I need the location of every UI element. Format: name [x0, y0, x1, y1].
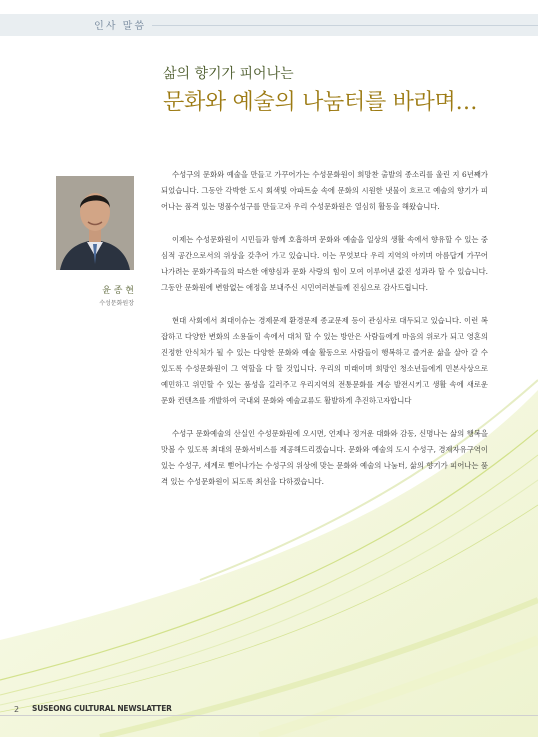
body-paragraph: 수성구의 문화와 예술을 만들고 가꾸어가는 수성문화원이 희망찬 출발의 종소리를 울린 지 6년째가 되었습니다. 그동안 각박한 도시 회색빛 아파트숲 속에 문화의 시원한 냇물이 흐르고 예술의 향기가 피어나는 품격 있는 명품수성구를 만들고자 우리 수성문화원은 열심히 활동을 해왔습니다. — [161, 170, 488, 211]
body-paragraph: 수성구 문화예술의 산실인 수성문화원에 오시면, 언제나 정겨운 대화와 감동, 신명나는 삶의 행복을 맛볼 수 있도록 최대의 문화서비스를 제공해드리겠습니다. 문화와 예술의 도시 수성구, 경제자유구역이 있는 수성구, 세계로 뻗어나가는 수성구의 위상에 맞는 문화와 예술의 나눔터, 삶의 향기가 피어나는 품격 있는 수성문화원이 되도록 최선을 다하겠습니다. — [161, 429, 488, 486]
footer-divider — [0, 715, 538, 716]
header-divider — [152, 25, 538, 26]
body-paragraph: 이제는 수성문화원이 시민들과 함께 호흡하며 문화와 예술을 일상의 생활 속에서 향유할 수 있는 중심적 공간으로서의 위상을 갖추어 가고 있습니다. 이는 무엇보다 우리 지역의 아끼며 아름답게 가꾸어 나가려는 문화가족들의 따스한 애향심과 문화 사랑의 힘이 모여 이루어낸 값진 성과라 할 수 있습니다. 그동안 문화원에 변함없는 애정을 보내주신 시민여러분들께 진심으로 감사드립니다. — [161, 235, 488, 292]
publication-title: SUSEONG CULTURAL NEWSLATTER — [32, 704, 172, 713]
body-paragraph: 현대 사회에서 최대이슈는 경제문제 환경문제 종교문제 등이 관심사로 대두되고 있습니다. 이런 복잡하고 다양한 변화의 소용돌이 속에서 대처 할 수 있는 방안은 사람들에게 마음의 위로가 되고 영혼의 진정한 안식처가 될 수 있는 다양한 문화와 예술 활동으로 사람들이 행복하고 즐거운 삶을 살아 갈 수 있도록 수성문화원이 그 역할을 다 할 것입니다. 우리의 미래이며 희망인 청소년들에게 민본사상으로 예민하고 위민할 수 있는 품성을 길러주고 우리지역의 전통문화를 계승 발전시키고 생활 속에 새로운 문화 컨텐츠를 개발하여 국내외 문화와 예술교류도 활발하게 추진하고자합니다 — [161, 316, 488, 405]
article-subtitle: 삶의 향기가 피어나는 — [163, 66, 294, 82]
portrait-image — [56, 176, 134, 270]
page-number: 2 — [14, 705, 20, 714]
article-body — [161, 167, 488, 507]
article-title: 문화와 예술의 나눔터를 바라며… — [163, 90, 478, 115]
section-label: 인사 말씀 — [94, 21, 146, 32]
author-name: 윤 종 현 — [102, 286, 134, 296]
author-role: 수성문화원장 — [99, 300, 134, 307]
author-photo — [56, 176, 134, 270]
